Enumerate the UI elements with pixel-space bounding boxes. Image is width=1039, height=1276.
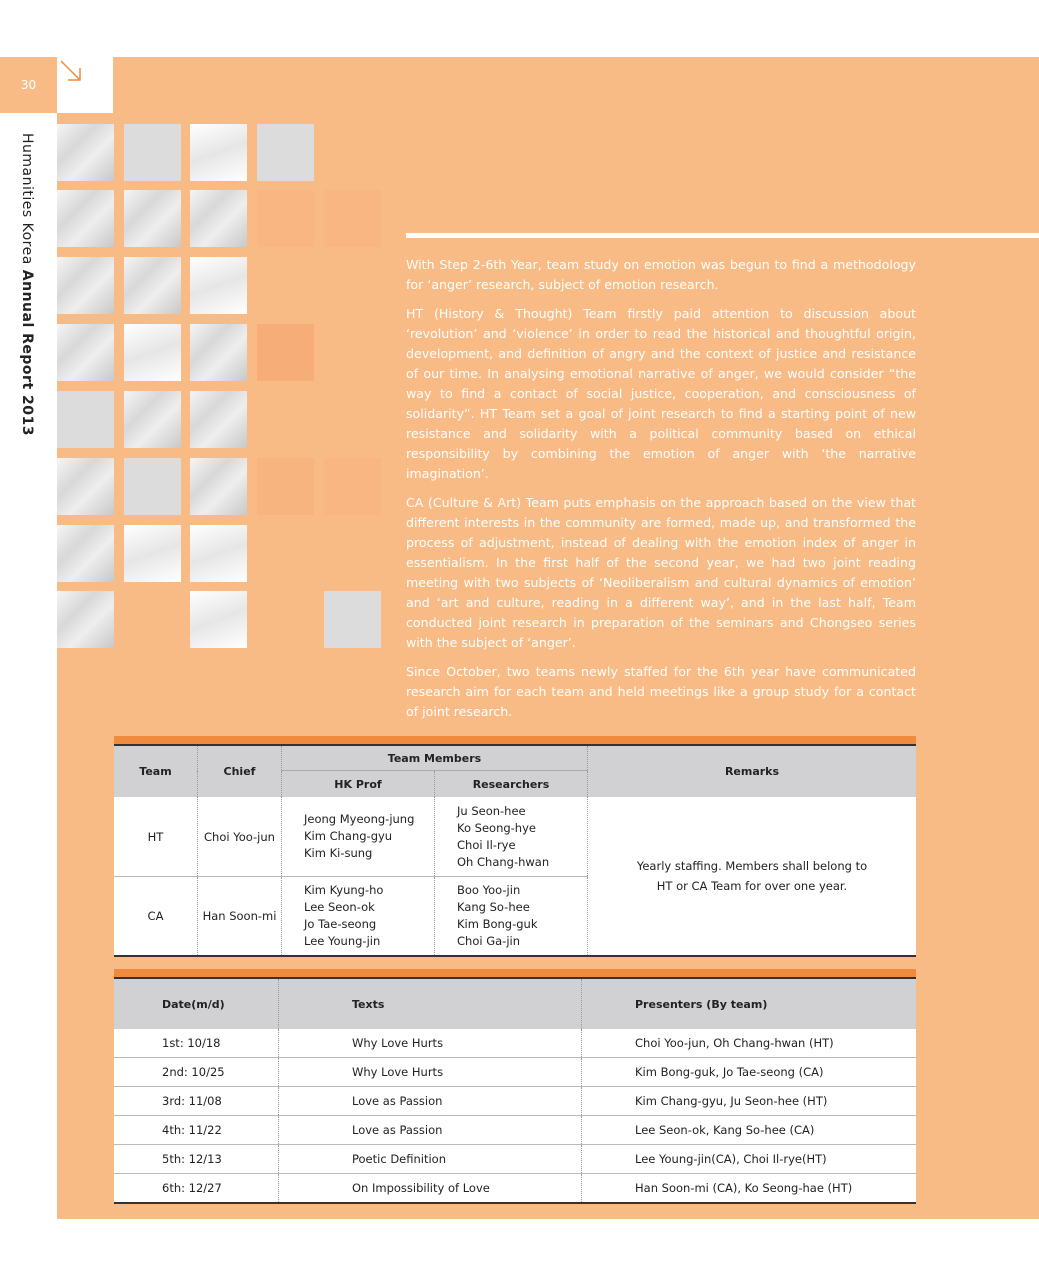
presenters-cell: Kim Bong-guk, Jo Tae-seong (CA) [582,1058,917,1087]
member-name: Jeong Myeong-jung [304,812,415,826]
text-cell: Love as Passion [279,1087,582,1116]
date-cell: 3rd: 11/08 [114,1087,279,1116]
mosaic-tile [190,391,247,448]
mosaic-tile [57,591,114,648]
remarks-cell [588,797,917,956]
mosaic-tile [124,257,181,314]
mosaic-tile [124,124,181,181]
header-remarks: Remarks [588,745,917,797]
member-name: Ko Seong-hye [457,820,536,835]
paragraph: Since October, two teams newly staffed for the 6th year have communicated research aim for each team and held meetings like a group study for a contact of joint research. [406,664,916,719]
mosaic-tile [57,525,114,582]
header-presenters: Presenters (By team) [582,978,917,1029]
member-name: Kim Chang-gyu [304,829,393,843]
mosaic-tile [57,190,114,247]
hk-prof-cell [282,797,435,877]
header-team: Team [114,745,198,797]
team-cell: HT [114,797,198,877]
mosaic-tile [257,190,314,247]
mosaic-tile [257,124,314,181]
researchers-cell [435,877,588,957]
date-cell: 6th: 12/27 [114,1174,279,1204]
table-accent-bar [114,736,916,744]
page-number: 30 [0,57,57,113]
member-name: Kang So-hee [457,900,530,914]
text-cell: Love as Passion [279,1116,582,1145]
mosaic-tile [190,324,247,381]
arrow-down-right-icon [58,58,84,84]
member-name: Kim Kyung-ho [304,883,384,897]
date-cell: 5th: 12/13 [114,1145,279,1174]
mosaic-tile [257,458,314,515]
presenters-cell: Choi Yoo-jun, Oh Chang-hwan (HT) [582,1029,917,1058]
chief-cell: Han Soon-mi [198,877,282,957]
mosaic-tile [57,324,114,381]
table-row [114,1029,916,1058]
table-accent-bar [114,969,916,977]
presenters-cell: Lee Young-jin(CA), Choi Il-rye(HT) [582,1145,917,1174]
paragraph: With Step 2-6th Year, team study on emotion was begun to find a methodology for ‘anger’ research, subject of emotion research. [406,257,916,292]
member-name: Choi Il-rye [457,837,516,852]
member-name: Jo Tae-seong [304,917,377,931]
text-cell: Why Love Hurts [279,1029,582,1058]
table-row [114,1058,916,1087]
mosaic-tile [324,458,381,515]
header-chief: Chief [198,745,282,797]
mosaic-tile [190,591,247,648]
header-team-members: Team Members [282,745,588,771]
table-row [114,797,916,877]
presenters-cell: Lee Seon-ok, Kang So-hee (CA) [582,1116,917,1145]
member-name: Choi Ga-jin [457,934,520,948]
publication-title: Humanities Korea Annual Report 2013 [19,133,35,436]
section-rule [406,233,1039,238]
date-cell: 1st: 10/18 [114,1029,279,1058]
mosaic-tile [190,257,247,314]
date-cell: 4th: 11/22 [114,1116,279,1145]
member-name: Kim Ki-sung [304,846,373,860]
member-name: Lee Seon-ok [304,900,375,914]
member-name: Kim Bong-guk [457,917,538,931]
mosaic-tile [57,458,114,515]
presenters-cell: Kim Chang-gyu, Ju Seon-hee (HT) [582,1087,917,1116]
presenters-cell: Han Soon-mi (CA), Ko Seong-hae (HT) [582,1174,917,1204]
mosaic-tile [257,324,314,381]
mosaic-tile [57,391,114,448]
mosaic-tile [124,391,181,448]
mosaic-tile [57,124,114,181]
article-body [406,255,916,731]
header-researchers: Researchers [435,771,588,798]
hk-prof-cell [282,877,435,957]
header-hk-prof: HK Prof [282,771,435,798]
text-cell: Poetic Definition [279,1145,582,1174]
header-date: Date(m/d) [114,978,279,1029]
header-texts: Texts [279,978,582,1029]
remarks-text: HT or CA Team for over one year. [656,879,848,893]
remarks-text: Yearly staffing. Members shall belong to [636,859,868,873]
team-members-table [114,744,916,957]
reading-schedule-table [114,977,916,1204]
mosaic-tile [124,190,181,247]
team-cell: CA [114,877,198,957]
table-row [114,1087,916,1116]
chief-cell: Choi Yoo-jun [198,797,282,877]
member-name: Boo Yoo-jin [457,883,521,897]
mosaic-tile [190,525,247,582]
text-cell: On Impossibility of Love [279,1174,582,1204]
paragraph: CA (Culture & Art) Team puts emphasis on the approach based on the view that different interests in the community are formed, made up, and transformed the process of adjustment, instead of dealing with the emotion index of anger in essentialism. In the first half of the second year, we had two joint reading meeting with two subjects of ‘Neoliberalism and cultural dynamics of emotion’ and ‘art and culture, reading in a different way’, and in the last half, Team conducted joint research in preparation of the seminars and Chongseo series with the subject of ‘anger’. [406,495,916,650]
mosaic-tile [57,257,114,314]
date-cell: 2nd: 10/25 [114,1058,279,1087]
mosaic-tile [190,124,247,181]
member-name: Lee Young-jin [304,934,381,948]
table-row [114,1116,916,1145]
table-row [114,1145,916,1174]
text-cell: Why Love Hurts [279,1058,582,1087]
mosaic-tile [190,190,247,247]
mosaic-tile [190,458,247,515]
mosaic-tile [124,324,181,381]
mosaic-tile [124,458,181,515]
paragraph: HT (History & Thought) Team firstly paid attention to discussion about ‘revolution’ and ‘violence’ in order to read the historical and thoughtful origin, development, and definition of angry and the context of justice and resistance of our time. In analysing emotional narrative of anger, we would consider “the way to find a contact of social justice, cooperation, and consciousness of solidarity”. HT Team set a goal of joint research to find a starting point of new resistance and solidarity with a political community based on ethical responsibility by combining the emotion of anger with ‘the narrative imagination’. [406,306,916,481]
member-name: Ju Seon-hee [457,803,526,818]
member-name: Oh Chang-hwan [457,854,550,869]
mosaic-tile [324,591,381,648]
mosaic-tile [124,525,181,582]
mosaic-tile [324,190,381,247]
table-row [114,1174,916,1204]
researchers-cell [435,797,588,877]
